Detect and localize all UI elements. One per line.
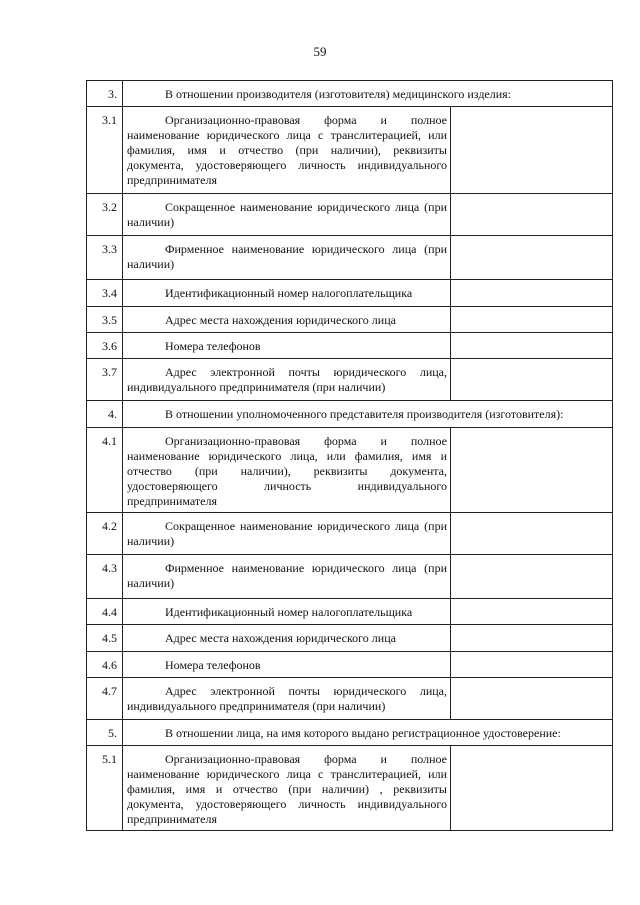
row-label: Организационно-правовая форма и полное наименование юридического лица, или фамилия, имя и отчество (при наличии), реквизиты документа, удостоверяющего личность индивидуального предпринимателя — [123, 428, 451, 513]
value-cell[interactable] — [451, 555, 613, 599]
table-row — [87, 280, 613, 307]
row-number: 4.5 — [87, 625, 123, 652]
value-cell[interactable] — [451, 194, 613, 236]
table-row — [87, 555, 613, 599]
row-number: 4. — [87, 401, 123, 428]
value-cell[interactable] — [451, 746, 613, 831]
row-number: 3. — [87, 81, 123, 107]
table-row — [87, 236, 613, 280]
value-cell[interactable] — [451, 652, 613, 678]
form-table — [86, 80, 613, 831]
table-row — [87, 194, 613, 236]
value-cell[interactable] — [451, 333, 613, 359]
row-label: Организационно-правовая форма и полное наименование юридического лица с транслитерацией, или фамилия, имя и отчество (при наличии) , реквизиты документа, удостоверяющего личность индивидуального предпринимателя — [123, 746, 451, 831]
section-title: В отношении уполномоченного представителя производителя (изготовителя): — [123, 401, 613, 428]
table-row — [87, 333, 613, 359]
table-row — [87, 107, 613, 194]
section-row — [87, 401, 613, 428]
value-cell[interactable] — [451, 107, 613, 194]
value-cell[interactable] — [451, 280, 613, 307]
row-label: Адрес места нахождения юридического лица — [123, 307, 451, 333]
row-number: 4.6 — [87, 652, 123, 678]
row-number: 4.4 — [87, 599, 123, 625]
page-number: 59 — [313, 44, 327, 59]
section-row — [87, 720, 613, 746]
row-label: Адрес электронной почты юридического лица, индивидуального предпринимателя (при наличии) — [123, 359, 451, 401]
value-cell[interactable] — [451, 513, 613, 555]
row-label: Фирменное наименование юридического лица (при наличии) — [123, 555, 451, 599]
row-label: Адрес места нахождения юридического лица — [123, 625, 451, 652]
table-row — [87, 652, 613, 678]
row-label: Идентификационный номер налогоплательщика — [123, 599, 451, 625]
value-cell[interactable] — [451, 428, 613, 513]
row-label: Номера телефонов — [123, 652, 451, 678]
row-number: 4.7 — [87, 678, 123, 720]
row-number: 3.1 — [87, 107, 123, 194]
value-cell[interactable] — [451, 307, 613, 333]
row-number: 4.2 — [87, 513, 123, 555]
row-number: 5.1 — [87, 746, 123, 831]
table-row — [87, 513, 613, 555]
section-row — [87, 81, 613, 107]
row-label: Сокращенное наименование юридического лица (при наличии) — [123, 513, 451, 555]
table-row — [87, 678, 613, 720]
table-row — [87, 599, 613, 625]
table-row — [87, 359, 613, 401]
row-number: 4.3 — [87, 555, 123, 599]
section-title: В отношении производителя (изготовителя) медицинского изделия: — [123, 81, 613, 107]
row-number: 5. — [87, 720, 123, 746]
value-cell[interactable] — [451, 599, 613, 625]
table-row — [87, 307, 613, 333]
row-number: 3.6 — [87, 333, 123, 359]
row-label: Адрес электронной почты юридического лица, индивидуального предпринимателя (при наличии) — [123, 678, 451, 720]
row-number: 3.5 — [87, 307, 123, 333]
row-number: 3.7 — [87, 359, 123, 401]
row-number: 3.2 — [87, 194, 123, 236]
row-label: Организационно-правовая форма и полное наименование юридического лица с транслитерацией, или фамилия, имя и отчество (при наличии), реквизиты документа, удостоверяющего личность индивидуального предпринимателя — [123, 107, 451, 194]
row-label: Фирменное наименование юридического лица (при наличии) — [123, 236, 451, 280]
row-label: Сокращенное наименование юридического лица (при наличии) — [123, 194, 451, 236]
row-number: 4.1 — [87, 428, 123, 513]
table-row — [87, 428, 613, 513]
table-row — [87, 746, 613, 831]
value-cell[interactable] — [451, 678, 613, 720]
row-label: Номера телефонов — [123, 333, 451, 359]
row-label: Идентификационный номер налогоплательщика — [123, 280, 451, 307]
value-cell[interactable] — [451, 236, 613, 280]
section-title: В отношении лица, на имя которого выдано регистрационное удостоверение: — [123, 720, 613, 746]
value-cell[interactable] — [451, 625, 613, 652]
table-row — [87, 625, 613, 652]
value-cell[interactable] — [451, 359, 613, 401]
row-number: 3.3 — [87, 236, 123, 280]
row-number: 3.4 — [87, 280, 123, 307]
